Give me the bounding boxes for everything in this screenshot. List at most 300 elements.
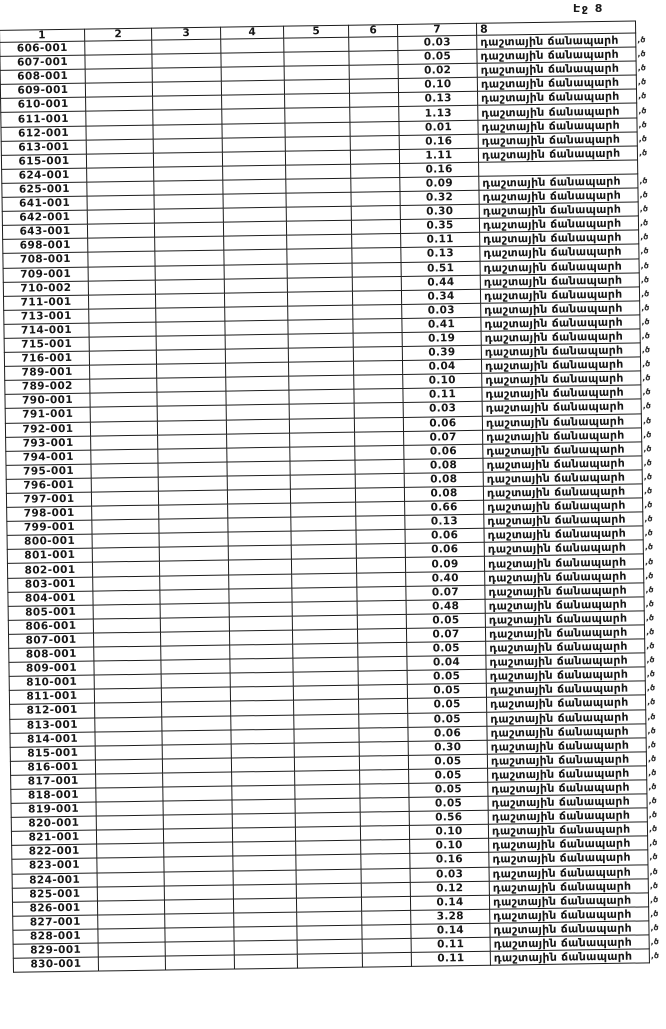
overflow-fragment: ,ծ: [639, 176, 648, 186]
value-cell: 0.03: [398, 35, 477, 50]
description-cell: դաշտային ճանապարհ: [478, 118, 637, 134]
col3-cell: [158, 490, 227, 505]
col2-cell: [97, 872, 164, 887]
col2-cell: [95, 702, 162, 717]
description-cell: դաշտային ճանապարհ: [479, 174, 638, 190]
value-cell: 0.14: [410, 895, 489, 910]
value-cell: 0.04: [407, 655, 486, 670]
col6-cell: [355, 487, 404, 502]
col4-cell: [227, 447, 290, 462]
col6-cell: [361, 840, 410, 855]
row-id-cell: 615-001: [1, 154, 86, 169]
col4-cell: [227, 475, 290, 490]
row-id-cell: 828-001: [13, 929, 98, 944]
description-cell: դաշտային ճանապարհ: [482, 413, 641, 429]
overflow-fragment: ,ծ: [639, 204, 648, 214]
value-cell: 0.30: [408, 740, 487, 755]
overflow-fragment: ,ծ: [645, 613, 655, 623]
overflow-fragment: ,ծ: [645, 570, 654, 580]
col2-cell: [98, 928, 165, 943]
col3-cell: [154, 222, 223, 237]
col5-cell: [292, 601, 357, 616]
value-cell: 0.16: [400, 162, 479, 177]
col3-cell: [152, 39, 221, 54]
description-cell: դաշտային ճանապարհ: [489, 878, 648, 894]
col2-cell: [86, 111, 153, 126]
description-cell: դաշտային ճանապարհ: [477, 47, 636, 63]
col4-cell: [226, 419, 289, 434]
col6-cell: [358, 642, 407, 657]
table-body: [0, 33, 666, 973]
col3-cell: [164, 899, 233, 914]
description-cell: դաշտային ճանապարհ: [486, 667, 645, 683]
description-cell: դաշտային ճանապարհ: [484, 526, 643, 542]
col4-cell: [232, 827, 295, 842]
overflow-fragment: ,ծ: [644, 542, 653, 552]
row-id-cell: 824-001: [12, 873, 97, 888]
col3-cell: [152, 67, 221, 82]
col2-cell: [96, 815, 163, 830]
value-cell: 0.03: [402, 303, 481, 318]
col6-cell: [354, 389, 403, 404]
col5-cell: [291, 545, 356, 560]
value-cell: 0.30: [400, 204, 479, 219]
col4-cell: [221, 38, 284, 53]
overflow-fragment: ,ծ: [637, 63, 646, 73]
col6-cell: [362, 910, 411, 925]
value-cell: 0.08: [404, 486, 483, 501]
row-id-cell: 607-001: [0, 55, 85, 70]
value-cell: 0.07: [406, 627, 485, 642]
col4-cell: [232, 771, 295, 786]
col3-cell: [153, 95, 222, 110]
col3-cell: [162, 730, 231, 745]
col3-cell: [163, 828, 232, 843]
row-id-cell: 818-001: [11, 788, 96, 803]
value-cell: 0.06: [403, 416, 482, 431]
row-id-cell: 606-001: [0, 41, 85, 56]
row-id-cell: 713-001: [4, 309, 89, 324]
row-id-cell: 812-001: [10, 703, 95, 718]
row-id-cell: 822-001: [12, 844, 97, 859]
col5-cell: [297, 953, 362, 968]
col5-cell: [289, 361, 354, 376]
overflow-fragment: ,ծ: [642, 359, 651, 369]
col6-cell: [351, 220, 400, 235]
col4-cell: [230, 686, 293, 701]
col5-cell: [286, 206, 351, 221]
col5-cell: [288, 319, 353, 334]
overflow-fragment: ,ծ: [643, 486, 653, 496]
col6-cell: [356, 502, 405, 517]
col4-cell: [227, 461, 290, 476]
col5-cell: [288, 347, 353, 362]
row-id-cell: 642-001: [2, 210, 87, 225]
col5-cell: [297, 939, 362, 954]
col6-cell: [350, 149, 399, 164]
description-cell: դաշտային ճանապարհ: [482, 399, 641, 415]
col4-cell: [222, 137, 285, 152]
row-id-cell: 709-001: [3, 267, 88, 282]
row-id-cell: 609-001: [0, 83, 85, 98]
row-id-cell: 825-001: [12, 887, 97, 902]
col4-cell: [233, 884, 296, 899]
description-cell: դաշտային ճանապարհ: [487, 709, 646, 725]
col5-cell: [291, 559, 356, 574]
row-id-cell: 698-001: [3, 238, 88, 253]
col5-cell: [291, 516, 356, 531]
col3-cell: [157, 377, 226, 392]
col3-cell: [153, 110, 222, 125]
col4-cell: [227, 489, 290, 504]
overflow-fragment: ,ծ: [643, 472, 652, 482]
description-cell: դաշտային ճանապարհ: [488, 780, 647, 796]
col2-cell: [89, 308, 156, 323]
value-cell: 0.12: [410, 881, 489, 896]
row-id-cell: 820-001: [11, 816, 96, 831]
description-cell: դաշտային ճանապարհ: [490, 935, 649, 951]
col2-cell: [90, 378, 157, 393]
col2-cell: [92, 519, 159, 534]
col4-cell: [231, 743, 294, 758]
overflow-fragment: ,ծ: [644, 500, 653, 510]
col6-cell: [359, 727, 408, 742]
col2-cell: [94, 660, 161, 675]
value-cell: 0.04: [402, 359, 481, 374]
description-cell: դաշտային ճանապարհ: [483, 442, 642, 458]
col5-cell: [289, 404, 354, 419]
col5-cell: [295, 784, 360, 799]
page-number-label: Էջ 8: [573, 2, 604, 15]
col2-cell: [97, 857, 164, 872]
row-id-cell: 808-001: [9, 647, 94, 662]
description-cell: դաշտային ճանապարհ: [481, 357, 640, 373]
row-id-cell: 807-001: [9, 633, 94, 648]
col4-cell: [234, 912, 297, 927]
col2-cell: [91, 463, 158, 478]
col4-cell: [228, 517, 291, 532]
col4-cell: [230, 672, 293, 687]
value-cell: 0.13: [399, 92, 478, 107]
col2-cell: [85, 68, 152, 83]
description-cell: դաշտային ճանապարհ: [490, 949, 649, 965]
row-id-cell: 625-001: [2, 182, 87, 197]
description-cell: դաշտային ճանապարհ: [488, 822, 647, 838]
col5-cell: [292, 629, 357, 644]
col2-cell: [93, 604, 160, 619]
col6-cell: [349, 79, 398, 94]
col3-cell: [164, 856, 233, 871]
row-id-cell: 624-001: [2, 168, 87, 183]
col4-cell: [231, 757, 294, 772]
col4-cell: [227, 433, 290, 448]
value-cell: 0.01: [399, 120, 478, 135]
col4-cell: [231, 701, 294, 716]
col5-cell: [293, 671, 358, 686]
col4-cell: [223, 221, 286, 236]
row-id-cell: 715-001: [4, 337, 89, 352]
col5-cell: [288, 305, 353, 320]
col2-cell: [92, 547, 159, 562]
overflow-fragment: ,ծ: [642, 401, 651, 411]
col2-cell: [96, 773, 163, 788]
row-id-cell: 608-001: [0, 69, 85, 84]
overflow-fragment: ,ծ: [638, 119, 647, 130]
col5-cell: [284, 79, 349, 94]
description-cell: դաշտային ճանապարհ: [478, 103, 637, 119]
overflow-fragment: ,ծ: [646, 669, 655, 679]
col4-cell: [222, 123, 285, 138]
col4-cell: [225, 320, 288, 335]
col6-cell: [362, 938, 411, 953]
col5-cell: [296, 840, 361, 855]
col6-cell: [360, 769, 409, 784]
col2-cell: [93, 632, 160, 647]
description-cell: դաշտային ճանապարհ: [486, 695, 645, 711]
value-cell: 0.10: [409, 824, 488, 839]
col5-cell: [293, 643, 358, 658]
col4-cell: [232, 785, 295, 800]
col2-cell: [90, 364, 157, 379]
col4-cell: [221, 66, 284, 81]
col6-cell: [360, 783, 409, 798]
row-id-cell: 805-001: [8, 605, 93, 620]
col2-cell: [85, 54, 152, 69]
col5-cell: [286, 164, 351, 179]
col4-cell: [226, 390, 289, 405]
col5-cell: [285, 108, 350, 123]
row-id-cell: 796-001: [6, 478, 91, 493]
col2-cell: [95, 717, 162, 732]
col5-cell: [286, 220, 351, 235]
row-id-cell: 817-001: [11, 774, 96, 789]
overflow-fragment: ,ծ: [641, 317, 650, 327]
col5-cell: [291, 530, 356, 545]
col6-cell: [353, 304, 402, 319]
value-cell: 0.05: [409, 768, 488, 783]
col3-cell: [165, 913, 234, 928]
description-cell: դաշտային ճանապարհ: [478, 146, 637, 162]
col4-cell: [226, 376, 289, 391]
col6-cell: [359, 713, 408, 728]
col3-cell: [157, 406, 226, 421]
overflow-fragment: ,ծ: [648, 782, 657, 792]
description-cell: դաշտային ճանապարհ: [480, 244, 639, 260]
col3-cell: [161, 673, 230, 688]
value-cell: 0.05: [408, 754, 487, 769]
value-cell: 0.05: [398, 49, 477, 64]
description-cell: դաշտային ճանապարհ: [483, 428, 642, 444]
col4-cell: [229, 602, 292, 617]
col5-cell: [284, 51, 349, 66]
col5-cell: [294, 700, 359, 715]
col6-cell: [359, 741, 408, 756]
col6-cell: [356, 558, 405, 573]
description-cell: դաշտային ճանապարհ: [487, 752, 646, 768]
row-id-cell: 821-001: [11, 830, 96, 845]
description-cell: դաշտային ճանապարհ: [489, 864, 648, 880]
description-cell: դաշտային ճանապարհ: [481, 315, 640, 331]
col5-cell: [291, 502, 356, 517]
col2-cell: [98, 914, 165, 929]
col2-cell: [88, 294, 155, 309]
description-cell: դաշտային ճանապարհ: [478, 132, 637, 148]
overflow-fragment: ,ծ: [650, 909, 659, 919]
col6-cell: [361, 868, 410, 883]
col3-cell: [164, 885, 233, 900]
row-id-cell: 790-001: [5, 393, 90, 408]
col3-cell: [160, 589, 229, 604]
col4-cell: [228, 503, 291, 518]
col2-cell: [88, 266, 155, 281]
column-header-1: 1: [0, 29, 85, 42]
col2-cell: [96, 829, 163, 844]
col3-cell: [163, 786, 232, 801]
col3-cell: [165, 941, 234, 956]
col4-cell: [224, 250, 287, 265]
col2-cell: [94, 646, 161, 661]
value-cell: 1.11: [399, 148, 478, 163]
column-header-7: 7: [398, 23, 477, 36]
col2-cell: [97, 886, 164, 901]
overflow-fragment: ,ծ: [643, 458, 652, 468]
col3-cell: [165, 955, 234, 970]
col5-cell: [294, 756, 359, 771]
value-cell: 0.16: [399, 134, 478, 149]
col5-cell: [295, 770, 360, 785]
col2-cell: [86, 97, 153, 112]
value-cell: 3.28: [411, 909, 490, 924]
description-cell: դաշտային ճանապարհ: [486, 639, 645, 655]
col3-cell: [162, 744, 231, 759]
value-cell: 0.19: [402, 331, 481, 346]
col6-cell: [351, 163, 400, 178]
value-cell: 0.03: [403, 402, 482, 417]
col4-cell: [232, 813, 295, 828]
col5-cell: [287, 277, 352, 292]
row-id-cell: 810-001: [9, 675, 94, 690]
col6-cell: [357, 586, 406, 601]
col3-cell: [155, 293, 224, 308]
col6-cell: [356, 516, 405, 531]
description-cell: դաշտային ճանապարհ: [480, 273, 639, 289]
col2-cell: [91, 491, 158, 506]
col6-cell: [350, 107, 399, 122]
overflow-fragment: ,ծ: [647, 711, 656, 721]
col4-cell: [228, 531, 291, 546]
value-cell: 0.14: [411, 923, 490, 938]
value-cell: 0.05: [407, 669, 486, 684]
col3-cell: [164, 842, 233, 857]
col2-cell: [90, 421, 157, 436]
overflow-fragment: ,ծ: [646, 641, 655, 651]
value-cell: 0.48: [406, 599, 485, 614]
overflow-fragment: ,ծ: [650, 937, 659, 947]
overflow-fragment: ,ծ: [643, 429, 652, 440]
row-id-cell: 708-001: [3, 253, 88, 268]
value-cell: 0.34: [401, 289, 480, 304]
col4-cell: [233, 870, 296, 885]
col3-cell: [165, 927, 234, 942]
description-cell: դաշտային ճանապարհ: [488, 808, 647, 824]
col5-cell: [286, 192, 351, 207]
col6-cell: [360, 797, 409, 812]
overflow-fragment: ,ծ: [647, 725, 656, 736]
row-id-cell: 802-001: [7, 563, 92, 578]
description-cell: դաշտային ճանապարհ: [480, 258, 639, 274]
value-cell: 1.13: [399, 106, 478, 121]
col2-cell: [87, 209, 154, 224]
overflow-fragment: ,ծ: [637, 77, 647, 87]
col4-cell: [222, 95, 285, 110]
col5-cell: [290, 488, 355, 503]
col4-cell: [234, 954, 297, 969]
description-cell: դաշտային ճանապարհ: [477, 61, 636, 77]
description-cell: դաշտային ճանապարհ: [483, 456, 642, 472]
col4-cell: [225, 348, 288, 363]
row-id-cell: 809-001: [9, 661, 94, 676]
row-id-cell: 794-001: [6, 450, 91, 465]
col3-cell: [160, 575, 229, 590]
col3-cell: [157, 420, 226, 435]
value-cell: 0.66: [405, 500, 484, 515]
overflow-fragment: ,ծ: [641, 331, 650, 341]
row-id-cell: 610-001: [1, 98, 86, 113]
col5-cell: [297, 911, 362, 926]
value-cell: 0.16: [410, 853, 489, 868]
col6-cell: [355, 445, 404, 460]
col6-cell: [350, 93, 399, 108]
description-cell: դաշտային ճանապարհ: [489, 836, 648, 852]
col5-cell: [284, 65, 349, 80]
row-id-cell: 823-001: [12, 858, 97, 873]
row-id-cell: 643-001: [2, 224, 87, 239]
overflow-fragment: ,ծ: [638, 105, 647, 115]
col3-cell: [155, 250, 224, 265]
value-cell: 0.11: [403, 388, 482, 403]
description-cell: դաշտային ճանապարհ: [484, 554, 643, 570]
col4-cell: [226, 362, 289, 377]
description-cell: դաշտային ճանապարհ: [488, 766, 647, 782]
description-cell: դաշտային ճանապարհ: [482, 371, 641, 387]
row-id-cell: 806-001: [8, 619, 93, 634]
col5-cell: [287, 291, 352, 306]
col4-cell: [230, 644, 293, 659]
overflow-fragment: ,ծ: [644, 514, 653, 524]
col4-cell: [228, 546, 291, 561]
col6-cell: [356, 544, 405, 559]
row-id-cell: 798-001: [7, 506, 92, 521]
value-cell: 0.39: [402, 345, 481, 360]
col5-cell: [285, 122, 350, 137]
col6-cell: [353, 332, 402, 347]
value-cell: 0.06: [405, 543, 484, 558]
col2-cell: [95, 731, 162, 746]
col6-cell: [357, 572, 406, 587]
col3-cell: [161, 659, 230, 674]
col2-cell: [92, 505, 159, 520]
value-cell: 0.05: [408, 698, 487, 713]
col2-cell: [90, 392, 157, 407]
col6-cell: [352, 234, 401, 249]
value-cell: 0.10: [398, 78, 477, 93]
col6-cell: [359, 699, 408, 714]
col6-cell: [349, 51, 398, 66]
col6-cell: [356, 530, 405, 545]
description-cell: դաշտային ճանապարհ: [481, 301, 640, 317]
overflow-fragment: ,ծ: [640, 289, 650, 299]
value-cell: 0.05: [407, 684, 486, 699]
